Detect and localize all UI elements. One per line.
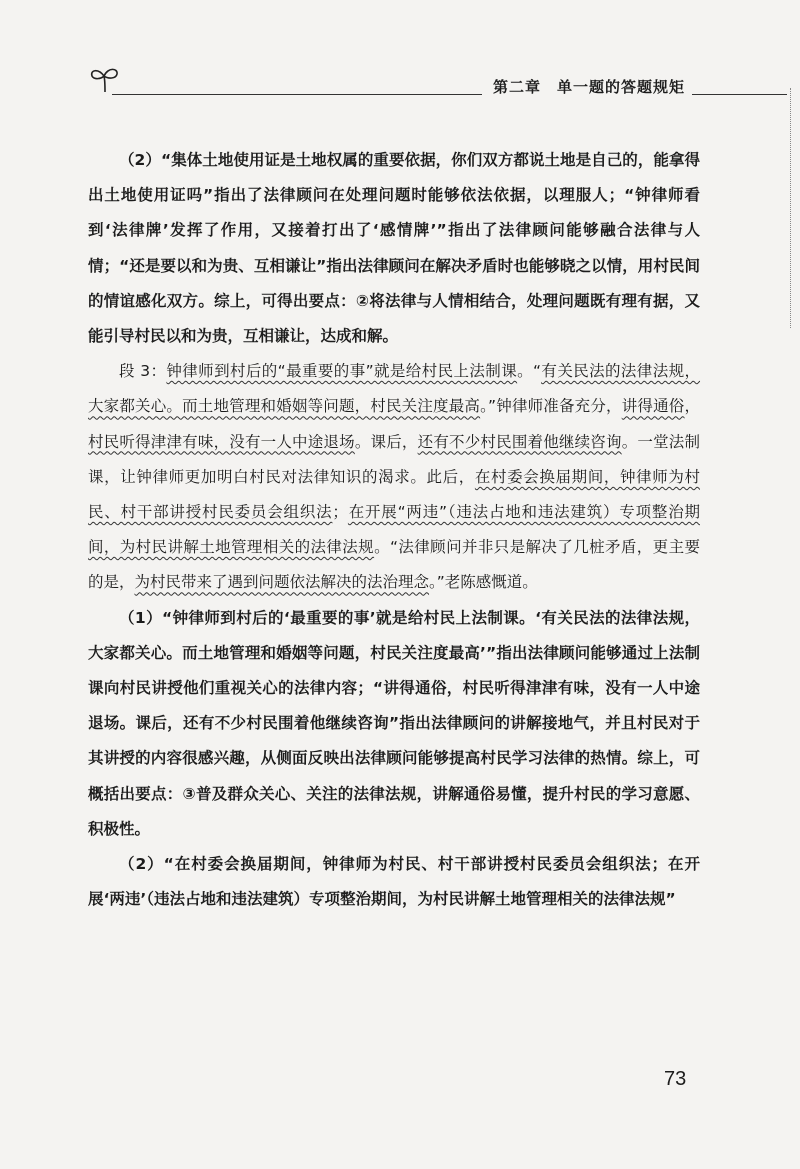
text-segment: 。“: [517, 362, 542, 381]
scan-edge-marks: [790, 88, 793, 328]
underlined-text: 在开展“两违”（违法占地和违法建筑）专项整治期间，为村民讲解土地管理相关的法律法规: [88, 503, 700, 557]
paragraph-analysis-2b: （2）“在村委会换届期间，钟律师为村民、村干部讲授村民委员会组织法；在开展‘两违’（违法占地和违法建筑）专项整治期间，为村民讲解土地管理相关的法律法规”: [88, 855, 700, 909]
underlined-text: 钟律师到村后的“最重要的事”就是给村民上法制课: [166, 362, 518, 381]
underlined-text: 村民听得津津有味，没有一人中途退场: [88, 432, 355, 451]
paragraph-analysis-1: （1）“钟律师到村后的‘最重要的事’就是给村民上法制课。‘有关民法的法律法规，大家都关心。而土地管理和婚姻等问题，村民关注度最高’”指出法律顾问能够通过上法制课向村民讲授他们重视关心的法律内容；“讲得通俗，村民听得津津有味，没有一人中途退场。课后，还有不少村民围着他继续咨询”指出法律顾问的讲解接地气，并且村民对于其讲授的内容很感兴趣，从侧面反映出法律顾问能够提高村民学习法律的热情。综上，可概括出要点：③普及群众关心、关注的法律法规，讲解通俗易懂，提升村民的学习意愿、积极性。: [88, 608, 700, 838]
underlined-text: 在村委会换届期间，钟律师为村民、村干部讲授村民委员会组织法: [88, 467, 700, 522]
underlined-text: 讲得通俗: [621, 397, 685, 416]
chapter-title: 第二章 单一题的答题规矩: [493, 78, 686, 96]
text-segment: ，: [684, 397, 700, 416]
text-segment: 。“法律顾问并非只是解决了几桩矛盾，更主要的是，: [88, 538, 700, 592]
body-text: [88, 143, 700, 917]
page-number: 73: [664, 1068, 687, 1090]
paragraph-analysis-2: （2）“集体土地使用证是土地权属的重要依据，你们双方都说土地是自己的，能拿得出土地使用证吗”指出了法律顾问在处理问题时能够依法依据，以理服人；“钟律师看到‘法律牌’发挥了作用，又接着打出了‘感情牌’”指出了法律顾问能够融合法律与人情；“还是要以和为贵、互相谦让”指出法律顾问在解决矛盾时也能够晓之以情，用村民间的情谊感化双方。综上，可得出要点：②将法律与人情相结合，处理问题既有理有据，又能引导村民以和为贵，互相谦让，达成和解。: [88, 151, 700, 346]
paragraph-source-3: [88, 354, 700, 600]
text-segment: 段 3：: [119, 362, 167, 381]
underlined-text: 有关民法的法律法规，大家都关心。而土地管理和婚姻等问题，村民关注度最高: [88, 362, 701, 416]
text-segment: ；: [332, 503, 348, 522]
header-rule-left: [112, 94, 482, 95]
sprout-icon: [88, 64, 122, 94]
text-segment: 。课后，: [354, 432, 418, 451]
text-segment: 。”老陈感慨道。: [429, 573, 538, 592]
underlined-text: 为村民带来了遇到问题依法解决的法治理念: [134, 573, 430, 592]
running-header: [0, 56, 800, 106]
header-rule-right: [692, 94, 787, 95]
text-segment: 。”钟律师准备充分，: [480, 397, 622, 416]
text-segment: 。一堂法制课，让钟律师更加明白村民对法律知识的渴求。此后，: [88, 432, 700, 486]
underlined-text: 还有不少村民围着他继续咨询: [417, 432, 622, 451]
